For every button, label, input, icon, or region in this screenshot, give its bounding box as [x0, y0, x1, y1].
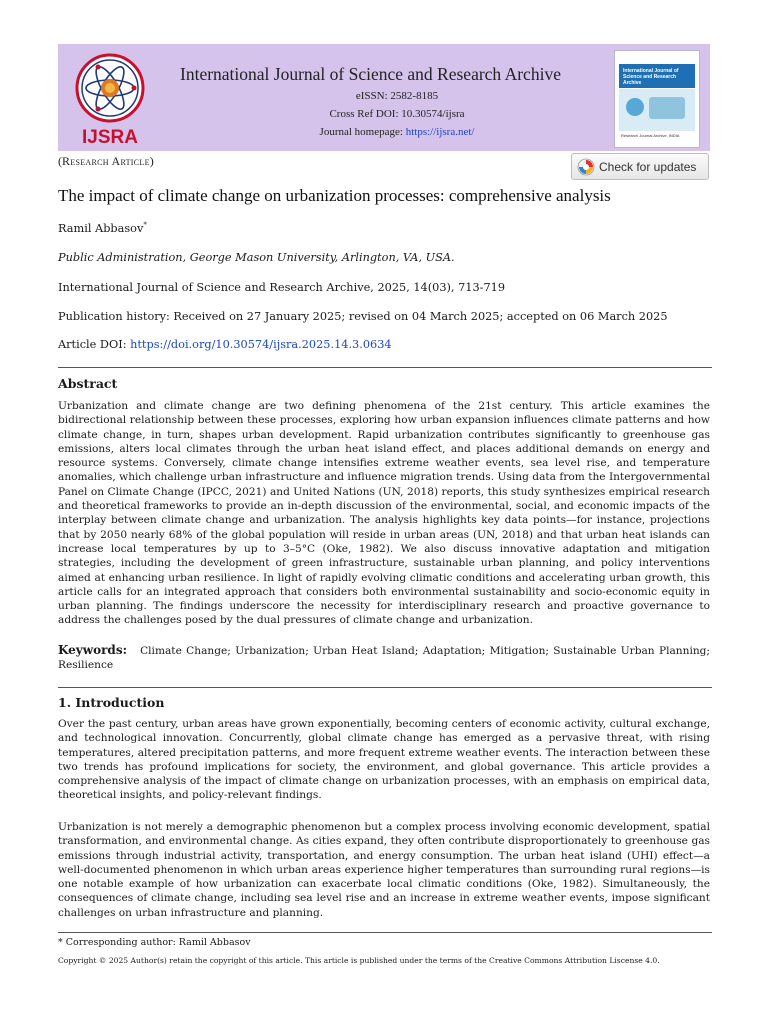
footnote-text: Corresponding author: Ramil Abbasov [62, 937, 251, 948]
crossref-doi: Cross Ref DOI: 10.30574/ijsra [329, 108, 465, 120]
cover-footer: Research Journal Archive, INDIA [621, 133, 680, 138]
divider [58, 687, 712, 688]
citation: International Journal of Science and Research Archive, 2025, 14(03), 713-719 [58, 281, 506, 294]
divider [58, 367, 712, 368]
article-doi [58, 338, 392, 351]
publication-history: Publication history: Received on 27 January 2025; revised on 04 March 2025; accepted on 06 March 2025 [58, 310, 668, 323]
homepage-label: Journal homepage: [319, 126, 406, 138]
abstract-text: Urbanization and climate change are two defining phenomena of the 21st century. This article examines the bidirectional relationship between these processes, exploring how urban expansion influences climate patterns and how climate change, in turn, shapes urban development. Rapid urbanization contributes significantly to greenhouse gas emissions, alters local climates through the urban heat island effect, and places additional demands on energy and resource systems. Conversely, climate change intensifies extreme weather events, sea level rise, and temperature anomalies, which challenge urban infrastructure and influence migration trends. Using data from the Intergovernmental Panel on Climate Change (IPCC, 2021) and United Nations (UN, 2018) reports, this study synthesizes empirical research and theoretical frameworks to provide an in-depth discussion of the environmental, social, and economic impacts of the interplay between climate change and urbanization. The analysis highlights key data points—for instance, projections that by 2050 nearly 68% of the global population will reside in urban areas (UN, 2018) and that urban heat islands can increase local temperatures by up to 3–5°C (Oke, 1982). We also discuss innovative adaptation and mitigation strategies, including the development of green infrastructure, sustainable urban planning, and policy interventions aimed at enhancing urban resilience. In light of rapidly evolving climatic conditions and accelerating urban growth, this article calls for an integrated approach that considers both environmental sustainability and socio-economic equity in urban planning. The findings underscore the necessity for interdisciplinary research and proactive governance to address the challenges posed by the dual pressures of climate change and urbanization. [58, 400, 710, 627]
affiliation: Public Administration, George Mason University, Arlington, VA, USA. [58, 251, 455, 264]
doi-label: Article DOI: [58, 338, 131, 351]
corresponding-author [58, 937, 251, 948]
keywords-text: Climate Change; Urbanization; Urban Heat Island; Adaptation; Mitigation; Sustainable Urban Planning; Resilience [58, 645, 711, 672]
journal-title: International Journal of Science and Research Archive [180, 64, 561, 84]
journal-cover [614, 50, 700, 148]
article-type-label: Research Article [62, 154, 150, 168]
keywords [58, 643, 710, 673]
check-for-updates-button[interactable] [571, 153, 709, 180]
doi-link[interactable]: https://doi.org/10.30574/ijsra.2025.14.3.0634 [130, 338, 392, 351]
journal-logo [68, 50, 152, 146]
cover-title: International Journal of Science and Research Archive [623, 68, 679, 86]
author [58, 221, 147, 235]
homepage-link[interactable]: https://ijsra.net/ [405, 126, 475, 138]
check-updates-icon [577, 158, 595, 176]
paper-title: The impact of climate change on urbanization processes: comprehensive analysis [58, 186, 611, 205]
introduction-heading: 1. Introduction [58, 695, 165, 710]
footnote-mark: * [58, 937, 63, 948]
abstract-heading: Abstract [58, 376, 118, 391]
author-mark: * [143, 221, 147, 229]
check-updates-label: Check for updates [599, 160, 697, 174]
introduction-paragraph-2: Urbanization is not merely a demographic phenomenon but a complex process involving economic development, spatial transformation, and environmental change. As cities expand, they often contribute disproportionately to greenhouse gas emissions through industrial activity, transportation, and energy consumption. The urban heat island (UHI) effect—a well-documented phenomenon in which urban areas experience higher temperatures than surrounding rural regions—is one notable example of how urbanization can exacerbate local climatic conditions (Oke, 1982). Simultaneously, the consequences of climate change, including sea level rise and an increase in extreme weather events, impose significant challenges on urban infrastructure and planning. [58, 821, 710, 919]
copyright-notice: Copyright © 2025 Author(s) retain the copyright of this article. This article is published under the terms of the Creative Commons Attribution Liscense 4.0. [58, 956, 660, 965]
keywords-label: Keywords: [58, 643, 128, 657]
article-type: (Research Article) [58, 154, 154, 168]
introduction-paragraph-1: Over the past century, urban areas have grown exponentially, becoming centers of economic activity, cultural exchange, and technological innovation. Concurrently, global climate change has emerged as a pervasive threat, with rising temperatures, altered precipitation patterns, and more frequent extreme weather events. The interaction between these two trends has profound implications for society, the environment, and global governance. This article provides a comprehensive analysis of the impact of climate change on urbanization processes, with an emphasis on empirical data, theoretical insights, and policy-relevant findings. [58, 718, 710, 802]
eissn: eISSN: 2582-8185 [355, 90, 439, 102]
footnote-divider [58, 932, 712, 933]
logo-text: IJSRA [82, 127, 138, 146]
author-name: Ramil Abbasov [58, 221, 144, 235]
journal-homepage [282, 126, 512, 138]
